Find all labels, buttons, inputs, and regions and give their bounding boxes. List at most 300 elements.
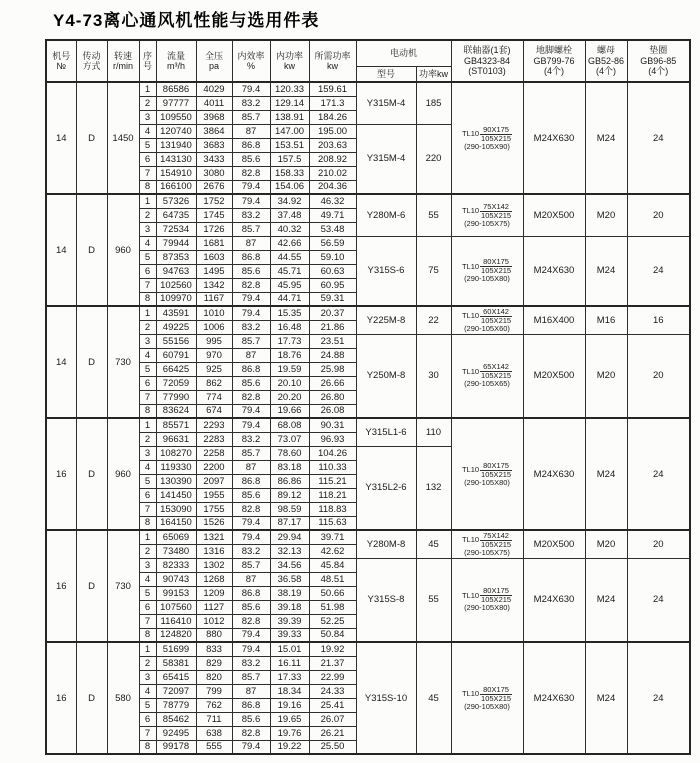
- cell-coupling: [451, 82, 523, 194]
- coupling-fraction: [480, 308, 512, 325]
- cell-pressure: 555: [196, 740, 232, 754]
- cell-efficiency: 79.4: [232, 292, 270, 306]
- header-line: 型号: [376, 68, 395, 79]
- cell-required-power: 50.84: [309, 628, 356, 642]
- coupling-fraction-numerator: 80X175: [480, 587, 512, 596]
- cell-drive-type: D: [76, 82, 107, 194]
- cell-inner-power: 18.76: [270, 348, 309, 362]
- cell-washer: 24: [627, 642, 690, 754]
- cell-drive-type: D: [76, 418, 107, 530]
- cell-efficiency: 86.8: [232, 138, 270, 152]
- header-machine: [46, 40, 76, 82]
- cell-required-power: 26.08: [309, 404, 356, 418]
- cell-inner-power: 83.18: [270, 460, 309, 474]
- cell-pressure: 1526: [196, 516, 232, 530]
- cell-inner-power: 32.13: [270, 544, 309, 558]
- coupling-prefix: TL10: [461, 311, 480, 321]
- cell-inner-power: 17.73: [270, 334, 309, 348]
- cell-required-power: 21.86: [309, 320, 356, 334]
- cell-efficiency: 82.8: [232, 166, 270, 180]
- cell-efficiency: 85.6: [232, 264, 270, 278]
- cell-required-power: 19.92: [309, 642, 356, 656]
- cell-inner-power: 34.56: [270, 558, 309, 572]
- header-line: 传动: [82, 50, 101, 61]
- cell-efficiency: 79.4: [232, 82, 270, 96]
- cell-efficiency: 85.6: [232, 712, 270, 726]
- cell-efficiency: 79.4: [232, 180, 270, 194]
- cell-flow: 66425: [156, 362, 196, 376]
- cell-seq: 3: [139, 558, 156, 572]
- cell-seq: 2: [139, 320, 156, 334]
- cell-inner-power: 34.92: [270, 194, 309, 208]
- cell-anchor-bolt: M24X630: [523, 418, 585, 530]
- cell-pressure: 1127: [196, 600, 232, 614]
- cell-flow: 43591: [156, 306, 196, 320]
- cell-nut: M24: [585, 236, 627, 306]
- cell-flow: 108270: [156, 446, 196, 460]
- coupling-fraction-denominator: 105X215: [481, 469, 512, 479]
- cell-required-power: 51.98: [309, 600, 356, 614]
- cell-seq: 1: [139, 530, 156, 544]
- cell-flow: 87353: [156, 250, 196, 264]
- coupling-fraction-denominator: 105X215: [481, 210, 512, 220]
- coupling-spec: [462, 258, 512, 283]
- header-pressure: [196, 40, 232, 82]
- cell-seq: 1: [139, 306, 156, 320]
- cell-motor-model: Y315M-4: [356, 124, 416, 194]
- cell-motor-power: 55: [416, 558, 451, 642]
- cell-anchor-bolt: M24X630: [523, 236, 585, 306]
- coupling-spec: [462, 126, 512, 151]
- cell-flow: 51699: [156, 642, 196, 656]
- coupling-fraction-numerator: 80X175: [480, 462, 512, 471]
- coupling-fraction-denominator: 105X215: [481, 371, 512, 381]
- cell-efficiency: 83.2: [232, 656, 270, 670]
- cell-machine-no: 14: [46, 306, 76, 418]
- cell-pressure: 774: [196, 390, 232, 404]
- cell-efficiency: 87: [232, 460, 270, 474]
- cell-anchor-bolt: M20X500: [523, 194, 585, 236]
- cell-pressure: 1726: [196, 222, 232, 236]
- cell-required-power: 49.71: [309, 208, 356, 222]
- cell-efficiency: 82.8: [232, 390, 270, 404]
- cell-flow: 141450: [156, 488, 196, 502]
- cell-motor-model: Y315S-10: [356, 642, 416, 754]
- cell-seq: 4: [139, 572, 156, 586]
- cell-flow: 65069: [156, 530, 196, 544]
- cell-flow: 72534: [156, 222, 196, 236]
- cell-flow: 55156: [156, 334, 196, 348]
- header-inner-power: [270, 40, 309, 82]
- cell-inner-power: 17.33: [270, 670, 309, 684]
- cell-pressure: 762: [196, 698, 232, 712]
- cell-flow: 116410: [156, 614, 196, 628]
- coupling-fraction-denominator: 105X215: [481, 133, 512, 143]
- cell-pressure: 3080: [196, 166, 232, 180]
- header-line: 联轴器(1套): [463, 45, 511, 56]
- cell-nut: M24: [585, 558, 627, 642]
- cell-nut: M24: [585, 418, 627, 530]
- cell-required-power: 53.48: [309, 222, 356, 236]
- cell-efficiency: 87: [232, 348, 270, 362]
- cell-seq: 7: [139, 614, 156, 628]
- header-line: 转速: [113, 50, 132, 61]
- cell-pressure: 3433: [196, 152, 232, 166]
- cell-seq: 6: [139, 264, 156, 278]
- coupling-fraction: [480, 203, 512, 220]
- cell-pressure: 2258: [196, 446, 232, 460]
- cell-required-power: 26.07: [309, 712, 356, 726]
- header-line: 所需功率: [314, 50, 351, 61]
- cell-efficiency: 87: [232, 572, 270, 586]
- cell-seq: 3: [139, 446, 156, 460]
- coupling-spec-top: [462, 462, 512, 479]
- cell-seq: 8: [139, 628, 156, 642]
- cell-flow: 99178: [156, 740, 196, 754]
- cell-flow: 83624: [156, 404, 196, 418]
- cell-efficiency: 79.4: [232, 306, 270, 320]
- cell-washer: 20: [627, 194, 690, 236]
- cell-required-power: 25.98: [309, 362, 356, 376]
- header-motor-model: [356, 66, 416, 82]
- cell-flow: 60791: [156, 348, 196, 362]
- coupling-spec: [462, 308, 512, 333]
- cell-speed: 1450: [107, 82, 139, 194]
- coupling-spec-top: [462, 203, 512, 220]
- cell-pressure: 1603: [196, 250, 232, 264]
- cell-nut: M20: [585, 530, 627, 558]
- cell-efficiency: 79.4: [232, 194, 270, 208]
- header-line: 螺母: [597, 45, 616, 56]
- coupling-note: (290-105X80): [464, 477, 510, 487]
- cell-pressure: 880: [196, 628, 232, 642]
- cell-seq: 5: [139, 250, 156, 264]
- cell-pressure: 674: [196, 404, 232, 418]
- cell-required-power: 48.51: [309, 572, 356, 586]
- table-row: [46, 334, 690, 348]
- cell-inner-power: 19.66: [270, 404, 309, 418]
- cell-speed: 730: [107, 306, 139, 418]
- cell-coupling: [451, 418, 523, 530]
- cell-flow: 154910: [156, 166, 196, 180]
- cell-machine-no: 14: [46, 82, 76, 194]
- cell-flow: 109550: [156, 110, 196, 124]
- cell-pressure: 1010: [196, 306, 232, 320]
- coupling-fraction-numerator: 75X142: [480, 532, 512, 541]
- cell-seq: 3: [139, 670, 156, 684]
- coupling-fraction: [480, 126, 512, 143]
- coupling-fraction: [480, 258, 512, 275]
- table-row: [46, 306, 690, 320]
- coupling-fraction-denominator: 105X215: [481, 315, 512, 325]
- cell-motor-power: 30: [416, 334, 451, 418]
- cell-pressure: 925: [196, 362, 232, 376]
- cell-motor-power: 110: [416, 418, 451, 446]
- header-line: %: [246, 61, 255, 71]
- cell-efficiency: 83.2: [232, 96, 270, 110]
- cell-pressure: 829: [196, 656, 232, 670]
- cell-inner-power: 44.71: [270, 292, 309, 306]
- cell-required-power: 118.21: [309, 488, 356, 502]
- coupling-spec-top: [462, 126, 512, 143]
- coupling-spec: [462, 203, 512, 228]
- cell-efficiency: 86.8: [232, 586, 270, 600]
- coupling-fraction-denominator: 105X215: [481, 266, 512, 276]
- cell-motor-model: Y315L2-6: [356, 446, 416, 530]
- cell-pressure: 711: [196, 712, 232, 726]
- cell-coupling: [451, 642, 523, 754]
- cell-seq: 5: [139, 586, 156, 600]
- cell-required-power: 96.93: [309, 432, 356, 446]
- header-line: GB52-86: [588, 55, 625, 66]
- cell-coupling: [451, 306, 523, 334]
- cell-motor-model: Y225M-8: [356, 306, 416, 334]
- cell-pressure: 1955: [196, 488, 232, 502]
- cell-pressure: 638: [196, 726, 232, 740]
- cell-efficiency: 83.2: [232, 432, 270, 446]
- coupling-prefix: TL10: [461, 261, 480, 271]
- cell-flow: 107560: [156, 600, 196, 614]
- cell-inner-power: 45.71: [270, 264, 309, 278]
- coupling-fraction: [480, 587, 512, 604]
- cell-seq: 8: [139, 180, 156, 194]
- coupling-fraction-denominator: 105X215: [481, 539, 512, 549]
- cell-efficiency: 82.8: [232, 614, 270, 628]
- header-motor: 电动机: [356, 40, 451, 66]
- cell-inner-power: 37.48: [270, 208, 309, 222]
- coupling-fraction-numerator: 60X142: [480, 308, 512, 317]
- cell-washer: 24: [627, 418, 690, 530]
- cell-efficiency: 82.8: [232, 726, 270, 740]
- cell-required-power: 59.10: [309, 250, 356, 264]
- header-line: 垫圈: [649, 45, 668, 56]
- cell-required-power: 52.25: [309, 614, 356, 628]
- cell-washer: 20: [627, 334, 690, 418]
- header-line: 地脚螺栓: [536, 45, 573, 56]
- cell-drive-type: D: [76, 642, 107, 754]
- table-header: [46, 40, 690, 82]
- coupling-fraction-numerator: 90X175: [480, 126, 512, 135]
- coupling-note: (290-105X75): [464, 547, 510, 557]
- table-row: [46, 418, 690, 432]
- cell-seq: 3: [139, 222, 156, 236]
- cell-required-power: 90.31: [309, 418, 356, 432]
- table-row: [46, 642, 690, 656]
- coupling-fraction-numerator: 75X142: [480, 203, 512, 212]
- cell-inner-power: 20.20: [270, 390, 309, 404]
- header-line: kw: [327, 61, 338, 71]
- header-line: 内效率: [237, 50, 265, 61]
- cell-flow: 73480: [156, 544, 196, 558]
- cell-speed: 960: [107, 194, 139, 306]
- coupling-prefix: TL10: [461, 590, 480, 600]
- cell-efficiency: 83.2: [232, 208, 270, 222]
- cell-pressure: 1209: [196, 586, 232, 600]
- cell-required-power: 45.84: [309, 558, 356, 572]
- performance-table: [45, 39, 691, 755]
- cell-inner-power: 87.17: [270, 516, 309, 530]
- cell-efficiency: 86.8: [232, 362, 270, 376]
- cell-flow: 120740: [156, 124, 196, 138]
- cell-pressure: 1681: [196, 236, 232, 250]
- cell-seq: 8: [139, 740, 156, 754]
- cell-inner-power: 16.11: [270, 656, 309, 670]
- cell-flow: 124820: [156, 628, 196, 642]
- cell-efficiency: 79.4: [232, 628, 270, 642]
- cell-efficiency: 86.8: [232, 474, 270, 488]
- cell-pressure: 1167: [196, 292, 232, 306]
- cell-anchor-bolt: M20X500: [523, 530, 585, 558]
- coupling-fraction: [480, 363, 512, 380]
- cell-motor-power: 45: [416, 642, 451, 754]
- cell-required-power: 22.99: [309, 670, 356, 684]
- cell-seq: 6: [139, 488, 156, 502]
- cell-motor-model: Y315S-8: [356, 558, 416, 642]
- cell-pressure: 1006: [196, 320, 232, 334]
- coupling-spec: [462, 587, 512, 612]
- cell-required-power: 184.26: [309, 110, 356, 124]
- cell-flow: 109970: [156, 292, 196, 306]
- cell-pressure: 2293: [196, 418, 232, 432]
- cell-seq: 4: [139, 684, 156, 698]
- cell-required-power: 39.71: [309, 530, 356, 544]
- cell-efficiency: 79.4: [232, 418, 270, 432]
- cell-flow: 92495: [156, 726, 196, 740]
- cell-efficiency: 87: [232, 684, 270, 698]
- cell-coupling: [451, 558, 523, 642]
- cell-inner-power: 153.51: [270, 138, 309, 152]
- cell-seq: 3: [139, 334, 156, 348]
- cell-speed: 960: [107, 418, 139, 530]
- cell-pressure: 3864: [196, 124, 232, 138]
- cell-machine-no: 16: [46, 418, 76, 530]
- cell-flow: 130390: [156, 474, 196, 488]
- cell-efficiency: 83.2: [232, 544, 270, 558]
- cell-seq: 2: [139, 544, 156, 558]
- page-title: Y4-73离心通风机性能与选用件表: [53, 11, 320, 30]
- cell-seq: 1: [139, 642, 156, 656]
- cell-motor-power: 55: [416, 194, 451, 236]
- cell-anchor-bolt: M24X630: [523, 558, 585, 642]
- coupling-note: (290-105X90): [464, 141, 510, 151]
- cell-motor-power: 132: [416, 446, 451, 530]
- cell-efficiency: 85.7: [232, 558, 270, 572]
- coupling-fraction-denominator: 105X215: [481, 693, 512, 703]
- cell-required-power: 26.21: [309, 726, 356, 740]
- cell-efficiency: 87: [232, 236, 270, 250]
- header-line: 号: [142, 61, 152, 71]
- header-line: GB4323-84: [463, 55, 511, 66]
- coupling-spec: [462, 686, 512, 711]
- coupling-spec-top: [462, 363, 512, 380]
- cell-motor-model: Y280M-6: [356, 194, 416, 236]
- cell-inner-power: 98.59: [270, 502, 309, 516]
- cell-efficiency: 79.4: [232, 404, 270, 418]
- header-nut: [585, 40, 627, 82]
- cell-nut: M24: [585, 82, 627, 194]
- header-seq: [139, 40, 156, 82]
- cell-flow: 72059: [156, 376, 196, 390]
- coupling-spec-top: [462, 686, 512, 703]
- cell-seq: 7: [139, 278, 156, 292]
- table-row: [46, 82, 690, 96]
- cell-pressure: 833: [196, 642, 232, 656]
- cell-required-power: 203.63: [309, 138, 356, 152]
- coupling-spec: [462, 462, 512, 487]
- cell-required-power: 210.02: [309, 166, 356, 180]
- cell-flow: 164150: [156, 516, 196, 530]
- cell-pressure: 2097: [196, 474, 232, 488]
- cell-inner-power: 129.14: [270, 96, 309, 110]
- cell-flow: 82333: [156, 558, 196, 572]
- cell-required-power: 24.88: [309, 348, 356, 362]
- cell-required-power: 46.32: [309, 194, 356, 208]
- cell-inner-power: 19.59: [270, 362, 309, 376]
- cell-required-power: 26.66: [309, 376, 356, 390]
- coupling-fraction: [480, 532, 512, 549]
- cell-motor-power: 22: [416, 306, 451, 334]
- cell-efficiency: 85.7: [232, 110, 270, 124]
- cell-flow: 72097: [156, 684, 196, 698]
- cell-inner-power: 120.33: [270, 82, 309, 96]
- cell-flow: 64735: [156, 208, 196, 222]
- cell-washer: 20: [627, 530, 690, 558]
- cell-seq: 6: [139, 600, 156, 614]
- cell-pressure: 1268: [196, 572, 232, 586]
- cell-inner-power: 86.86: [270, 474, 309, 488]
- cell-seq: 4: [139, 236, 156, 250]
- coupling-spec-top: [462, 587, 512, 604]
- cell-nut: M20: [585, 334, 627, 418]
- cell-inner-power: 42.66: [270, 236, 309, 250]
- cell-motor-model: Y250M-8: [356, 334, 416, 418]
- cell-coupling: [451, 334, 523, 418]
- cell-required-power: 26.80: [309, 390, 356, 404]
- header-line: kw: [284, 61, 295, 71]
- header-line: 方式: [82, 61, 101, 71]
- cell-seq: 1: [139, 82, 156, 96]
- cell-drive-type: D: [76, 306, 107, 418]
- cell-efficiency: 86.8: [232, 698, 270, 712]
- cell-coupling: [451, 530, 523, 558]
- cell-efficiency: 79.4: [232, 740, 270, 754]
- coupling-spec-top: [462, 308, 512, 325]
- cell-inner-power: 73.07: [270, 432, 309, 446]
- cell-seq: 2: [139, 96, 156, 110]
- cell-efficiency: 85.7: [232, 670, 270, 684]
- cell-seq: 5: [139, 362, 156, 376]
- cell-motor-power: 75: [416, 236, 451, 306]
- cell-machine-no: 14: [46, 194, 76, 306]
- cell-flow: 79944: [156, 236, 196, 250]
- cell-efficiency: 82.8: [232, 278, 270, 292]
- cell-inner-power: 19.22: [270, 740, 309, 754]
- coupling-prefix: TL10: [461, 129, 480, 138]
- cell-seq: 5: [139, 474, 156, 488]
- header-line: GB799-76: [533, 55, 575, 66]
- coupling-prefix: TL10: [461, 465, 480, 474]
- cell-inner-power: 158.33: [270, 166, 309, 180]
- header-line: 功率kw: [419, 68, 448, 79]
- cell-seq: 8: [139, 404, 156, 418]
- header-line: 序: [142, 50, 152, 61]
- header-coupling: [451, 40, 523, 82]
- cell-efficiency: 79.4: [232, 530, 270, 544]
- coupling-spec-top: [462, 258, 512, 275]
- cell-pressure: 1316: [196, 544, 232, 558]
- cell-seq: 2: [139, 656, 156, 670]
- cell-pressure: 3683: [196, 138, 232, 152]
